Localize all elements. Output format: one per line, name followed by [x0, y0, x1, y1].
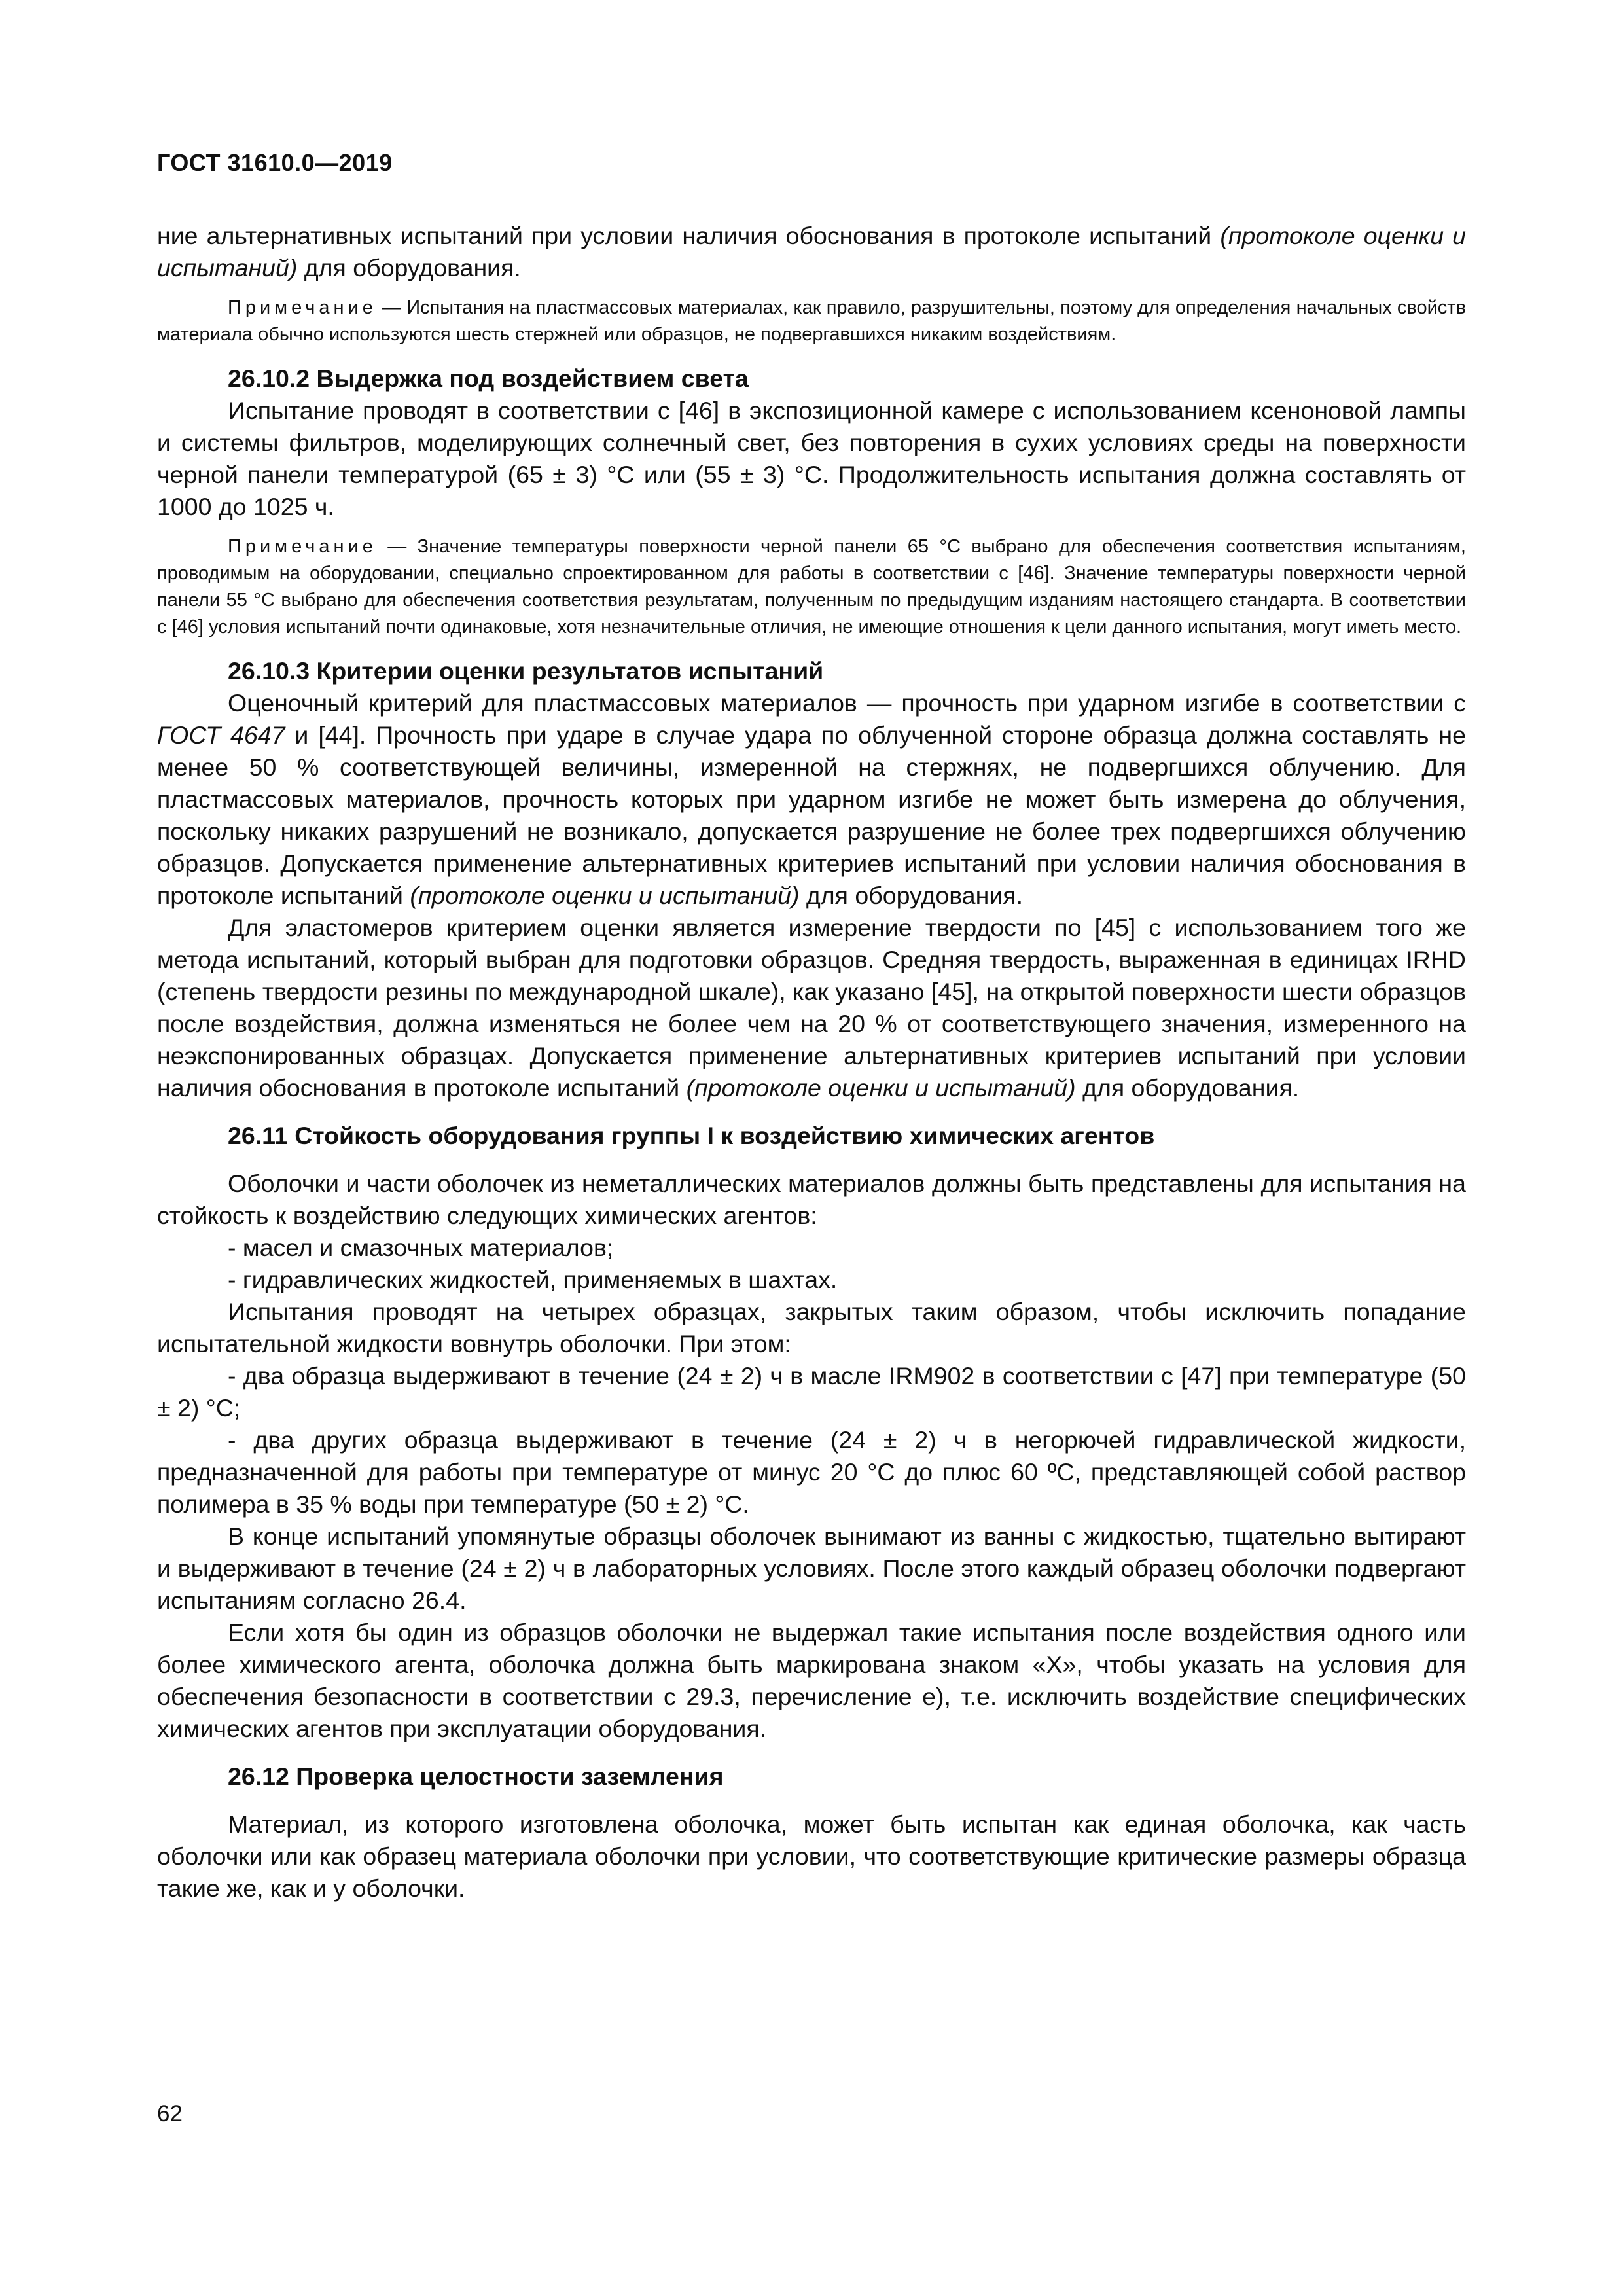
note-label: Примечание: [228, 536, 377, 557]
page-number: 62: [157, 2101, 183, 2126]
document-header: ГОСТ 31610.0—2019: [157, 149, 393, 176]
paragraph: Если хотя бы один из образцов оболочки не выдержал такие испытания после воздействия одного или более химического агента, оболочка должна быть маркирована знаком «Х», чтобы указать на условия для обеспечения безопасности в соответствии с 29.3, перечисление е), т.е. исключить воздействие специфических химических агентов при эксплуатации оборудования.: [157, 1619, 1466, 1742]
standard-reference: ГОСТ 4647: [157, 721, 285, 749]
paragraph: Испытание проводят в соответствии с [46] в экспозиционной камере с использованием ксеноновой лампы и системы фильтров, моделирующих солнечный свет, без повторения в сухих условиях среды на поверхности черной панели температурой (65 ± 3) °С или (55 ± 3) °С. Продолжительность испытания должна составлять от 1000 до 1025 ч.: [157, 397, 1466, 520]
section-heading-26-10-3: 26.10.3 Критерии оценки результатов испытаний: [228, 657, 824, 685]
list-item: - масел и смазочных материалов;: [228, 1234, 614, 1261]
note-2: Примечание — Значение температуры поверхности черной панели 65 °С выбрано для обеспечения соответствия испытаниям, проводимым на оборудовании, специально спроектированном для работы в соответствии с [46]. Значение температуры поверхности черной панели 55 °С выбрано для обеспечения соответствия результатам, полученным по предыдущим изданиям настоящего стандарта. В соответствии с [46] условия испытаний почти одинаковые, хотя незначительные отличия, не имеющие отношения к цели данного испытания, могут иметь место.: [157, 536, 1466, 637]
note-1: Примечание — Испытания на пластмассовых материалах, как правило, разрушительны, поэтому для определения начальных свойств материала обычно используются шесть стержней или образцов, не подвергавшихся никаким воздействиям.: [157, 297, 1466, 345]
document-body: [157, 220, 1466, 1905]
note-label: Примечание: [228, 297, 377, 318]
section-heading-26-11: 26.11 Стойкость оборудования группы I к воздействию химических агентов: [228, 1122, 1155, 1149]
list-item: - два образца выдерживают в течение (24 ± 2) ч в масле IRM902 в соответствии с [47] при температуре (50 ± 2) °С;: [157, 1362, 1466, 1422]
paragraph-continuation: ние альтернативных испытаний при условии наличия обоснования в протоколе испытаний (протоколе оценки и испытаний) для оборудования.: [157, 222, 1466, 281]
paragraph: Оценочный критерий для пластмассовых материалов — прочность при ударном изгибе в соответствии с ГОСТ 4647 и [44]. Прочность при ударе в случае удара по облученной стороне образца должна составлять не менее 50 % соответствующей величины, измеренной на стержнях, не подвергшихся облучению. Для пластмассовых материалов, прочность которых при ударном изгибе не может быть измерена до облучения, поскольку никаких разрушений не возникало, допускается разрушение не более трех подвергшихся облучению образцов. Допускается применение альтернативных критериев испытаний при условии наличия обоснования в протоколе испытаний (протоколе оценки и испытаний) для оборудования.: [157, 689, 1466, 909]
paragraph: В конце испытаний упомянутые образцы оболочек вынимают из ванны с жидкостью, тщательно вытирают и выдерживают в течение (24 ± 2) ч в лабораторных условиях. После этого каждый образец оболочки подвергают испытаниям согласно 26.4.: [157, 1522, 1466, 1614]
section-heading-26-10-2: 26.10.2 Выдержка под воздействием света: [228, 365, 749, 392]
section-heading-26-12: 26.12 Проверка целостности заземления: [228, 1763, 724, 1790]
paragraph: Оболочки и части оболочек из неметаллических материалов должны быть представлены для испытания на стойкость к воздействию следующих химических агентов:: [157, 1170, 1466, 1229]
list-item: - два других образца выдерживают в течение (24 ± 2) ч в негорючей гидравлической жидкости, предназначенной для работы при температуре от минус 20 °С до плюс 60 ºС, представляющей собой раствор полимера в 35 % воды при температуре (50 ± 2) °С.: [157, 1426, 1466, 1518]
paragraph: Материал, из которого изготовлена оболочка, может быть испытан как единая оболочка, как часть оболочки или как образец материала оболочки при условии, что соответствующие критические размеры образца такие же, как и у оболочки.: [157, 1810, 1466, 1902]
list-item: - гидравлических жидкостей, применяемых в шахтах.: [228, 1266, 838, 1293]
paragraph: Испытания проводят на четырех образцах, закрытых таким образом, чтобы исключить попадание испытательной жидкости вовнутрь оболочки. При этом:: [157, 1298, 1466, 1357]
paragraph: Для эластомеров критерием оценки является измерение твердости по [45] с использованием того же метода испытаний, который выбран для подготовки образцов. Средняя твердость, выраженная в единицах IRHD (степень твердости резины по международной шкале), как указано [45], на открытой поверхности шести образцов после воздействия, должна изменяться не более чем на 20 % от соответствующего значения, измеренного на неэкспонированных образцах. Допускается применение альтернативных критериев испытаний при условии наличия обоснования в протоколе испытаний (протоколе оценки и испытаний) для оборудования.: [157, 914, 1466, 1102]
